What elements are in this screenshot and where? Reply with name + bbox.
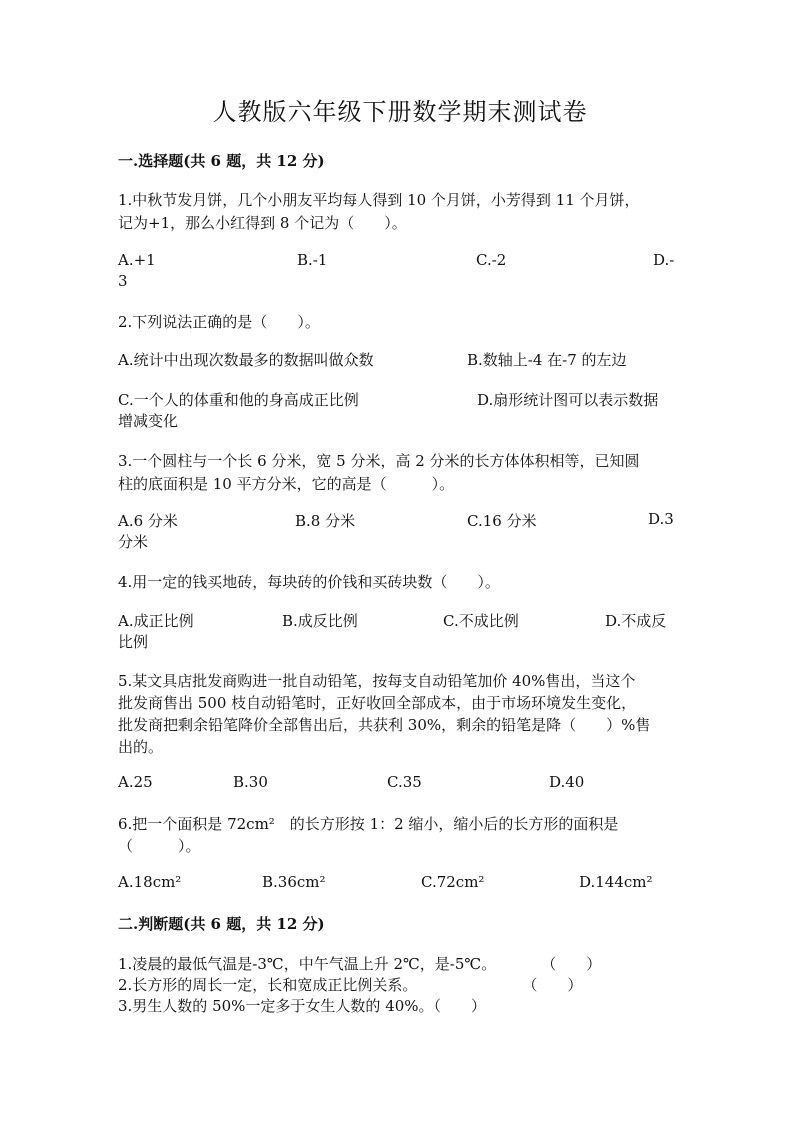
section-heading-judgment: 二.判断题(共 6 题，共 12 分) — [118, 915, 325, 933]
question-5-text-cont-1: 批发商售出 500 枝自动铅笔时，正好收回全部成本，由于市场环境发生变化， — [118, 694, 637, 712]
question-4-option-c: C.不成比例 — [443, 612, 519, 630]
question-3-text: 3.一个圆柱与一个长 6 分米，宽 5 分米，高 2 分米的长方体体积相等，已知圆 — [118, 452, 640, 470]
question-4-option-b: B.成反比例 — [282, 612, 358, 630]
question-2-option-d: D.扇形统计图可以表示数据 — [477, 391, 659, 409]
question-1-text: 1.中秋节发月饼，几个小朋友平均每人得到 10 个月饼，小芳得到 11 个月饼， — [118, 191, 640, 209]
question-1-option-c: C.-2 — [476, 251, 507, 269]
question-2-option-a: A.统计中出现次数最多的数据叫做众数 — [118, 351, 374, 369]
judgment-2-text: 2.长方形的周长一定，长和宽成正比例关系。 （ ） — [118, 976, 583, 994]
question-4-text: 4.用一定的钱买地砖，每块砖的价钱和买砖块数（ ）。 — [118, 573, 500, 591]
page-title: 人教版六年级下册数学期末测试卷 — [212, 98, 588, 126]
question-6-text-cont: （ ）。 — [118, 837, 201, 855]
question-3-option-b: B.8 分米 — [295, 512, 356, 530]
section-heading-choice: 一.选择题(共 6 题，共 12 分) — [118, 152, 325, 170]
question-3-option-a: A.6 分米 — [118, 512, 178, 530]
question-6-option-b: B.36cm² — [262, 873, 326, 891]
question-4-option-a: A.成正比例 — [118, 612, 194, 630]
question-3-option-d-cont: 分米 — [118, 533, 149, 551]
question-2-option-c: C.一个人的体重和他的身高成正比例 — [118, 391, 359, 409]
question-1-option-a: A.+1 — [118, 251, 156, 269]
question-5-text: 5.某文具店批发商购进一批自动铅笔，按每支自动铅笔加价 40%售出，当这个 — [118, 672, 636, 690]
question-6-option-c: C.72cm² — [421, 873, 485, 891]
question-5-option-c: C.35 — [387, 773, 422, 791]
question-5-text-cont-3: 出的。 — [118, 738, 164, 756]
question-4-option-d: D.不成反 — [605, 612, 667, 630]
judgment-3-text: 3.男生人数的 50%一定多于女生人数的 40%。（ ） — [118, 997, 487, 1015]
question-4-option-d-cont: 比例 — [118, 633, 149, 651]
question-5-text-cont-2: 批发商把剩余铅笔降价全部售出后，共获利 30%，剩余的铅笔是降（ ）%售 — [118, 716, 651, 734]
question-1-option-b: B.-1 — [297, 251, 328, 269]
question-2-text: 2.下列说法正确的是（ ）。 — [118, 313, 320, 331]
question-1-text-cont: 记为+1，那么小红得到 8 个记为（ ）。 — [118, 214, 407, 232]
question-1-option-d-cont: 3 — [118, 272, 128, 290]
judgment-1-text: 1.凌晨的最低气温是-3℃，中午气温上升 2℃，是-5℃。 （ ） — [118, 955, 602, 973]
question-3-option-d: D.3 — [648, 510, 674, 528]
question-2-option-b: B.数轴上-4 在-7 的左边 — [467, 351, 627, 369]
question-5-option-d: D.40 — [549, 773, 585, 791]
question-2-option-d-cont: 增减变化 — [118, 412, 179, 430]
question-5-option-a: A.25 — [118, 773, 153, 791]
question-3-text-cont: 柱的底面积是 10 平方分米，它的高是（ ）。 — [118, 475, 455, 493]
question-1-option-d: D.- — [653, 251, 675, 269]
question-5-option-b: B.30 — [233, 773, 268, 791]
question-3-option-c: C.16 分米 — [467, 512, 537, 530]
question-6-text: 6.把一个面积是 72cm² 的长方形按 1：2 缩小，缩小后的长方形的面积是 — [118, 815, 619, 833]
question-6-option-d: D.144cm² — [579, 873, 653, 891]
question-6-option-a: A.18cm² — [118, 873, 182, 891]
